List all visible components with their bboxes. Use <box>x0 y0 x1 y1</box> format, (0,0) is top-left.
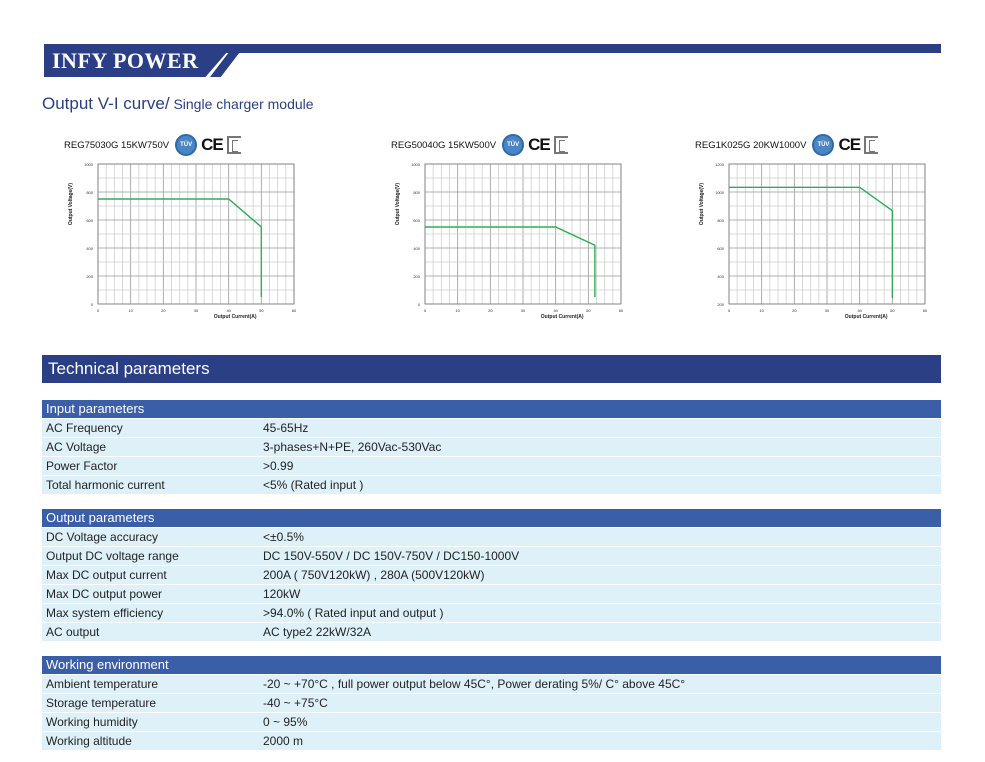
table-row <box>42 712 941 731</box>
x-tick-label: 50 <box>259 308 264 313</box>
param-value: 120kW <box>263 587 301 601</box>
x-tick-label: 30 <box>193 308 199 313</box>
y-tick-label: 0 <box>90 302 93 307</box>
ce-mark-icon: CE <box>201 135 223 154</box>
x-tick-label: 20 <box>161 308 166 313</box>
param-value: 200A ( 750V120kW) , 280A (500V120kW) <box>263 568 485 582</box>
y-tick-label: 600 <box>413 218 420 223</box>
x-tick-label: 20 <box>488 308 493 313</box>
y-tick-label: 200 <box>86 274 93 279</box>
y-tick-label: 1200 <box>715 162 724 167</box>
table-row <box>42 693 941 712</box>
y-axis-label: Output Voltage(V) <box>395 182 401 226</box>
x-tick-label: 40 <box>553 308 558 313</box>
kc-mark-icon <box>227 136 241 154</box>
y-tick-label: 400 <box>413 246 420 251</box>
section-title-main: Output V-I curve/ <box>42 94 170 113</box>
param-name: DC Voltage accuracy <box>46 530 159 544</box>
y-axis-label: Output Voltage(V) <box>68 182 74 226</box>
group-header: Working environment <box>42 656 941 674</box>
chart-header <box>695 132 955 158</box>
table-row <box>42 603 941 622</box>
working-environment-group <box>42 656 941 750</box>
vi-curve-chart-3 <box>695 158 955 332</box>
y-tick-label: 1000 <box>84 162 93 167</box>
table-row <box>42 546 941 565</box>
y-tick-label: 200 <box>413 274 420 279</box>
tuv-icon: TÜV <box>502 134 524 156</box>
chart-block-3 <box>695 132 955 332</box>
table-row <box>42 527 941 546</box>
param-value: 45-65Hz <box>263 421 309 435</box>
x-tick-label: 0 <box>423 308 427 313</box>
chart-block-1 <box>64 132 324 332</box>
cert-marks <box>502 134 568 156</box>
param-name: Ambient temperature <box>46 677 159 691</box>
group-header: Input parameters <box>42 400 941 418</box>
y-tick-label: 600 <box>86 218 93 223</box>
param-value: <5% (Rated input ) <box>263 478 364 492</box>
x-tick-label: 10 <box>128 308 133 313</box>
x-tick-label: 10 <box>455 308 460 313</box>
section-subtitle: Single charger module <box>169 96 314 112</box>
y-tick-label: 1000 <box>715 190 724 195</box>
vi-curve-chart-1 <box>64 158 324 332</box>
brand-logo-text: INFY POWER <box>52 48 199 73</box>
cert-marks <box>175 134 241 156</box>
chart-title: REG50040G 15KW500V <box>391 139 497 151</box>
table-row <box>42 418 941 437</box>
tuv-icon: TÜV <box>175 134 197 156</box>
param-name: Working altitude <box>46 734 132 748</box>
kc-mark-icon <box>554 136 568 154</box>
table-row <box>42 456 941 475</box>
y-tick-label: 800 <box>86 190 93 195</box>
chart-title: REG75030G 15KW750V <box>64 139 170 151</box>
x-tick-label: 60 <box>922 308 928 313</box>
y-tick-label: 400 <box>717 274 724 279</box>
param-value: >0.99 <box>263 459 294 473</box>
param-name: AC output <box>46 625 100 639</box>
param-value: -20 ~ +70°C , full power output below 45C°, Power derating 5%/ C° above 45C° <box>263 677 686 691</box>
x-tick-label: 10 <box>759 308 764 313</box>
tuv-icon: TÜV <box>812 134 834 156</box>
x-tick-label: 50 <box>890 308 895 313</box>
param-name: Max DC output power <box>46 587 163 601</box>
cert-marks <box>812 134 878 156</box>
ce-mark-icon: CE <box>528 135 550 154</box>
chart-header <box>64 132 324 158</box>
param-name: Storage temperature <box>46 696 157 710</box>
table-row <box>42 437 941 456</box>
param-name: AC Frequency <box>46 421 123 435</box>
param-name: AC Voltage <box>46 440 107 454</box>
param-name: Total harmonic current <box>46 478 165 492</box>
y-tick-label: 400 <box>86 246 93 251</box>
param-name: Max DC output current <box>46 568 167 582</box>
table-row <box>42 475 941 494</box>
table-row <box>42 565 941 584</box>
table-row <box>42 674 941 693</box>
table-row <box>42 584 941 603</box>
kc-mark-icon <box>864 136 878 154</box>
chart-title: REG1K025G 20KW1000V <box>695 139 807 151</box>
x-tick-label: 40 <box>857 308 862 313</box>
param-name: Power Factor <box>46 459 118 473</box>
input-parameters-group <box>42 400 941 494</box>
x-tick-label: 60 <box>618 308 624 313</box>
y-tick-label: 1000 <box>411 162 420 167</box>
param-value: DC 150V-550V / DC 150V-750V / DC150-1000V <box>263 549 520 563</box>
param-name: Max system efficiency <box>46 606 164 620</box>
technical-parameters-header: Technical parameters <box>42 355 941 383</box>
section-title <box>42 94 314 114</box>
y-tick-label: 800 <box>413 190 420 195</box>
y-tick-label: 600 <box>717 246 724 251</box>
param-value: 2000 m <box>263 734 304 748</box>
x-tick-label: 0 <box>96 308 100 313</box>
x-tick-label: 40 <box>226 308 231 313</box>
x-tick-label: 20 <box>792 308 797 313</box>
x-axis-label: Output Current(A) <box>540 314 584 320</box>
table-row <box>42 622 941 641</box>
param-value: 0 ~ 95% <box>263 715 308 729</box>
y-tick-label: 800 <box>717 218 724 223</box>
y-tick-label: 200 <box>717 302 724 307</box>
group-header: Output parameters <box>42 509 941 527</box>
y-tick-label: 0 <box>417 302 420 307</box>
x-tick-label: 0 <box>727 308 731 313</box>
param-value: AC type2 22kW/32A <box>263 625 372 639</box>
param-value: 3-phases+N+PE, 260Vac-530Vac <box>263 440 442 454</box>
param-value: -40 ~ +75°C <box>263 696 328 710</box>
x-tick-label: 30 <box>520 308 526 313</box>
ce-mark-icon: CE <box>838 135 861 154</box>
chart-header <box>391 132 651 158</box>
param-name: Working humidity <box>46 715 138 729</box>
param-name: Output DC voltage range <box>46 549 179 563</box>
output-parameters-group <box>42 509 941 641</box>
x-tick-label: 30 <box>824 308 830 313</box>
x-tick-label: 50 <box>586 308 591 313</box>
x-axis-label: Output Current(A) <box>213 314 257 320</box>
table-row <box>42 731 941 750</box>
x-axis-label: Output Current(A) <box>844 314 888 320</box>
y-axis-label: Output Voltage(V) <box>699 182 705 226</box>
param-value: >94.0% ( Rated input and output ) <box>263 606 444 620</box>
param-value: <±0.5% <box>263 530 304 544</box>
chart-block-2 <box>391 132 651 332</box>
vi-curve-chart-2 <box>391 158 651 332</box>
x-tick-label: 60 <box>291 308 297 313</box>
